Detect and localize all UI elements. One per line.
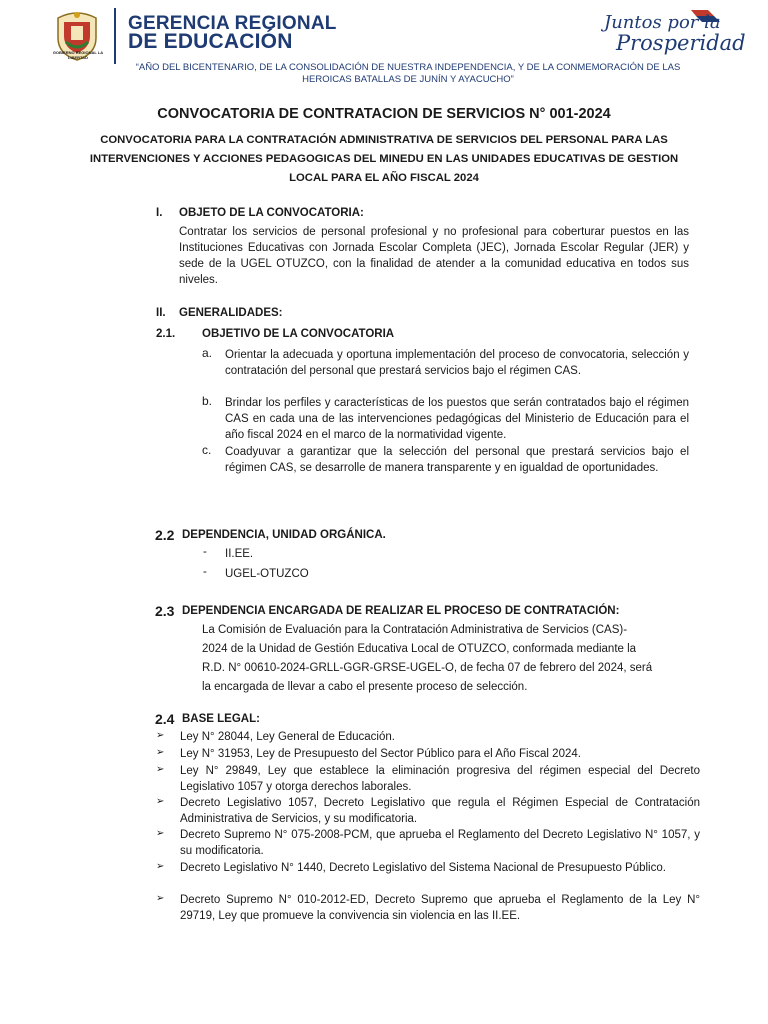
legal-basis-text: Decreto Legislativo 1057, Decreto Legislativo que regula el Régimen Especial de Contratación Administrativa de Servicios, y su modificatoria.: [180, 797, 700, 825]
dependency-item: II.EE.: [225, 548, 254, 560]
subsection-2-3-line: La Comisión de Evaluación para la Contratación Administrativa de Servicios (CAS)-: [202, 624, 628, 636]
list-bullet: -: [203, 546, 207, 558]
legal-basis-text: Decreto Supremo N° 010-2012-ED, Decreto Supremo que aprueba el Reglamento de la Ley N° 29719, Ley que promueve la convivencia sin violencia en las II.EE.: [180, 894, 700, 922]
legal-basis-item: [156, 827, 700, 859]
year-motto: “AÑO DEL BICENTENARIO, DE LA CONSOLIDACIÓN DE NUESTRA INDEPENDENCIA, Y DE LA CONMEMORACIÓN DE LAS HEROICAS BATALLAS DE JUNÍN Y AYACUCHO”: [135, 62, 681, 85]
organization-line-2: DE EDUCACIÓN: [128, 30, 293, 53]
list-bullet: -: [203, 566, 207, 578]
document-title: CONVOCATORIA DE CONTRATACION DE SERVICIOS N° 001-2024: [157, 106, 611, 122]
section-1-number: I.: [156, 207, 163, 219]
subsection-2-3-number: 2.3: [155, 603, 175, 619]
subsection-2-3-line: 2024 de la Unidad de Gestión Educativa Local de OTUZCO, conformada mediante la: [202, 643, 637, 655]
brand-line-2: Prosperidad: [616, 31, 746, 55]
objective-item: Orientar la adecuada y oportuna implementación del proceso de convocatoria, selección y contratación del personal que prestará servicios bajo el régimen CAS.: [225, 349, 689, 377]
brand-line-1: Juntos por la: [604, 12, 721, 33]
legal-basis-text: Ley N° 28044, Ley General de Educación.: [180, 731, 395, 743]
dependency-item: UGEL-OTUZCO: [225, 568, 309, 580]
arrow-bullet-icon: ➢: [156, 861, 165, 872]
section-1-heading: OBJETO DE LA CONVOCATORIA:: [179, 207, 364, 219]
document-subtitle: CONVOCATORIA PARA LA CONTRATACIÓN ADMINISTRATIVA DE SERVICIOS DEL PERSONAL PARA LAS INTERVENCIONES Y ACCIONES PEDAGOGICAS DEL MINEDU EN LAS UNIDADES EDUCATIVAS DE GESTION LOCAL PARA EL AÑO FISCAL 2024: [89, 134, 679, 184]
subsection-2-1-heading: OBJETIVO DE LA CONVOCATORIA: [202, 328, 395, 340]
arrow-bullet-icon: ➢: [156, 730, 165, 741]
arrow-bullet-icon: ➢: [156, 828, 165, 839]
section-2-number: II.: [156, 307, 166, 319]
legal-basis-text: Ley N° 29849, Ley que establece la eliminación progresiva del régimen especial del Decreto Legislativo 1057 y otorga derechos laborales.: [180, 765, 700, 793]
subsection-2-2-number: 2.2: [155, 527, 175, 543]
objective-item-letter: c.: [202, 443, 212, 457]
subsection-2-3-line: R.D. N° 00610-2024-GRLL-GGR-GRSE-UGEL-O, de fecha 07 de febrero del 2024, será: [202, 662, 653, 674]
subsection-2-3-line: la encargada de llevar a cabo el presente proceso de selección.: [202, 681, 528, 693]
subsection-2-2-heading: DEPENDENCIA, UNIDAD ORGÁNICA.: [182, 529, 386, 541]
legal-basis-text: Ley N° 31953, Ley de Presupuesto del Sector Público para el Año Fiscal 2024.: [180, 748, 581, 760]
objective-item: Coadyuvar a garantizar que la selección del personal que prestará servicios bajo el régimen CAS, se desarrolle de manera transparente y en igualdad de oportunidades.: [225, 446, 689, 474]
objective-item-letter: b.: [202, 394, 213, 408]
legal-basis-item: [156, 795, 700, 827]
header-divider: [114, 8, 116, 64]
legal-basis-item: [156, 746, 700, 762]
subsection-2-4-heading: BASE LEGAL:: [182, 713, 260, 725]
legal-basis-item: [156, 860, 700, 876]
arrow-bullet-icon: ➢: [156, 893, 165, 904]
objective-item: Brindar los perfiles y características de los puestos que serán contratados bajo el régimen CAS en cada una de las intervenciones pedagógicas del Ministerio de Educación para el año fiscal 2024 en el marco de la normatividad vigente.: [225, 397, 689, 441]
subsection-2-1-number: 2.1.: [156, 328, 176, 340]
organization-line-1: GERENCIA REGIONAL: [128, 13, 337, 34]
juntos-prosperidad-logo: [596, 6, 746, 56]
arrow-bullet-icon: ➢: [156, 747, 165, 758]
legal-basis-text: Decreto Legislativo N° 1440, Decreto Legislativo del Sistema Nacional de Presupuesto Público.: [180, 862, 666, 874]
organization-name: [128, 15, 337, 51]
letterhead: [0, 0, 768, 100]
subsection-2-4-number: 2.4: [155, 711, 175, 727]
legal-basis-text: Decreto Supremo N° 075-2008-PCM, que aprueba el Reglamento del Decreto Legislativo N° 1057, y su modificatoria.: [180, 829, 700, 857]
subsection-2-3-heading: DEPENDENCIA ENCARGADA DE REALIZAR EL PROCESO DE CONTRATACIÓN:: [182, 605, 620, 617]
crest-caption: GOBIERNO REGIONAL LA LIBERTAD: [52, 50, 104, 60]
arrow-bullet-icon: ➢: [156, 796, 165, 807]
section-2-heading: GENERALIDADES:: [179, 307, 283, 319]
arrow-bullet-icon: ➢: [156, 764, 165, 775]
section-1-body: Contratar los servicios de personal profesional y no profesional para coberturar puestos en las Instituciones Educativas con Jornada Escolar Completa (JEC), Jornada Escolar Regular (JER) y sede de la UGEL OTUZCO, con la finalidad de atender a la comunidad educativa en todos sus niveles.: [179, 226, 689, 286]
legal-basis-item: [156, 763, 700, 795]
legal-basis-item: [156, 892, 700, 924]
objective-item-letter: a.: [202, 346, 213, 360]
legal-basis-item: [156, 729, 700, 745]
